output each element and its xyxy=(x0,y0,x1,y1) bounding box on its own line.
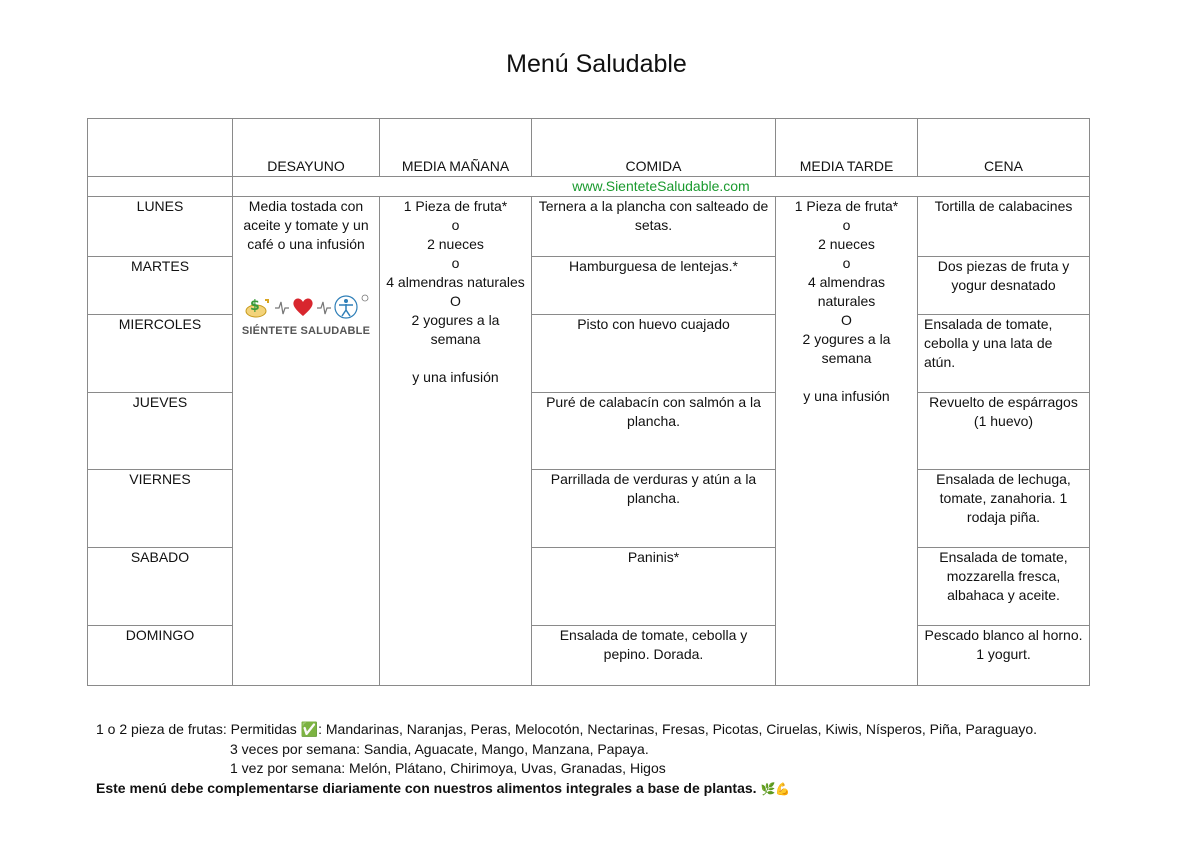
snack-line: O xyxy=(841,312,852,328)
comida-cell: Hamburguesa de lentejas.* xyxy=(532,257,776,315)
comida-cell: Pisto con huevo cuajado xyxy=(532,315,776,393)
comida-cell: Ensalada de tomate, cebolla y pepino. Dorada. xyxy=(532,626,776,686)
website-blank xyxy=(88,177,233,197)
snack-line xyxy=(782,368,911,387)
cena-cell: Ensalada de tomate, mozzarella fresca, albahaca y aceite. xyxy=(918,548,1090,626)
media-manana-cell xyxy=(380,197,532,686)
snack-line: o xyxy=(451,255,460,271)
day-label: JUEVES xyxy=(88,393,233,470)
pulse-line-icon xyxy=(275,294,289,320)
comida-cell: Ternera a la plancha con salteado de setas. xyxy=(532,197,776,257)
pulse-line-icon xyxy=(317,294,331,320)
snack-line: 2 yogures a la semana xyxy=(411,312,500,347)
menu-table xyxy=(87,118,1090,686)
footer-notes xyxy=(96,720,1037,799)
snack-line: y una infusión xyxy=(803,388,890,404)
logo-text: SIÉNTETE SALUDABLE xyxy=(241,325,371,337)
desayuno-text: Media tostada con aceite y tomate y un café o una infusión xyxy=(243,198,369,252)
fruit-note-permitted: 1 o 2 pieza de frutas: Permitidas ✅: Mandarinas, Naranjas, Peras, Melocotón, Nectarinas, Fresas, Picotas, Ciruelas, Kiwis, Nísperos, Piña, Paraguayo. xyxy=(96,721,1038,737)
complement-note-text: Este menú debe complementarse diariamente con nuestros alimentos integrales a base de plantas. xyxy=(96,779,757,796)
day-label: VIERNES xyxy=(88,470,233,548)
day-label: SABADO xyxy=(88,548,233,626)
complement-note xyxy=(96,779,1037,800)
cena-cell: Ensalada de tomate, cebolla y una lata de atún. xyxy=(918,315,1090,393)
day-label: DOMINGO xyxy=(88,626,233,686)
comida-cell: Puré de calabacín con salmón a la plancha. xyxy=(532,393,776,470)
snack-line xyxy=(386,349,525,368)
snack-line: 1 Pieza de fruta* xyxy=(794,198,899,214)
cena-cell: Dos piezas de fruta y yogur desnatado xyxy=(918,257,1090,315)
cena-cell: Pescado blanco al horno. 1 yogurt. xyxy=(918,626,1090,686)
media-tarde-cell xyxy=(776,197,918,686)
cena-cell: Tortilla de calabacines xyxy=(918,197,1090,257)
day-label: MIERCOLES xyxy=(88,315,233,393)
snack-line: o xyxy=(842,217,851,233)
snack-line: 2 nueces xyxy=(818,236,875,252)
snack-line: 1 Pieza de fruta* xyxy=(403,198,508,214)
heart-icon xyxy=(291,294,315,320)
day-label: MARTES xyxy=(88,257,233,315)
svg-text:$: $ xyxy=(250,298,260,314)
header-media-tarde: MEDIA TARDE xyxy=(776,119,918,177)
fruit-note-three-times: 3 veces por semana: Sandia, Aguacate, Mango, Manzana, Papaya. xyxy=(230,740,649,757)
website-link[interactable]: www.SienteteSaludable.com xyxy=(233,177,1090,197)
person-icon xyxy=(333,294,359,320)
comida-cell: Paninis* xyxy=(532,548,776,626)
header-media-manana: MEDIA MAÑANA xyxy=(380,119,532,177)
day-label: LUNES xyxy=(88,197,233,257)
desayuno-cell xyxy=(233,197,380,686)
cena-cell: Revuelto de espárragos (1 huevo) xyxy=(918,393,1090,470)
snack-line: 2 yogures a la semana xyxy=(802,331,891,366)
logo xyxy=(239,294,373,341)
snack-line: 4 almendras naturales xyxy=(807,274,886,309)
money-icon xyxy=(243,294,273,320)
header-comida: COMIDA xyxy=(532,119,776,177)
snack-line: 4 almendras naturales xyxy=(386,274,525,290)
header-desayuno: DESAYUNO xyxy=(233,119,380,177)
table-row xyxy=(88,197,1090,257)
registered-icon xyxy=(361,294,369,320)
cena-cell: Ensalada de lechuga, tomate, zanahoria. 1 rodaja piña. xyxy=(918,470,1090,548)
comida-cell: Parrillada de verduras y atún a la plancha. xyxy=(532,470,776,548)
snack-line: O xyxy=(450,293,461,309)
website-row xyxy=(88,177,1090,197)
snack-line: o xyxy=(451,217,460,233)
header-corner xyxy=(88,119,233,177)
page-title: Menú Saludable xyxy=(506,50,687,78)
snack-line: y una infusión xyxy=(412,369,499,385)
header-row xyxy=(88,119,1090,177)
fruit-note-once: 1 vez por semana: Melón, Plátano, Chirimoya, Uvas, Granadas, Higos xyxy=(230,760,666,776)
leaf-muscle-icon: 🌿💪 xyxy=(760,781,791,796)
snack-line: 2 nueces xyxy=(427,236,484,252)
snack-line: o xyxy=(842,255,851,271)
header-cena: CENA xyxy=(918,119,1090,177)
